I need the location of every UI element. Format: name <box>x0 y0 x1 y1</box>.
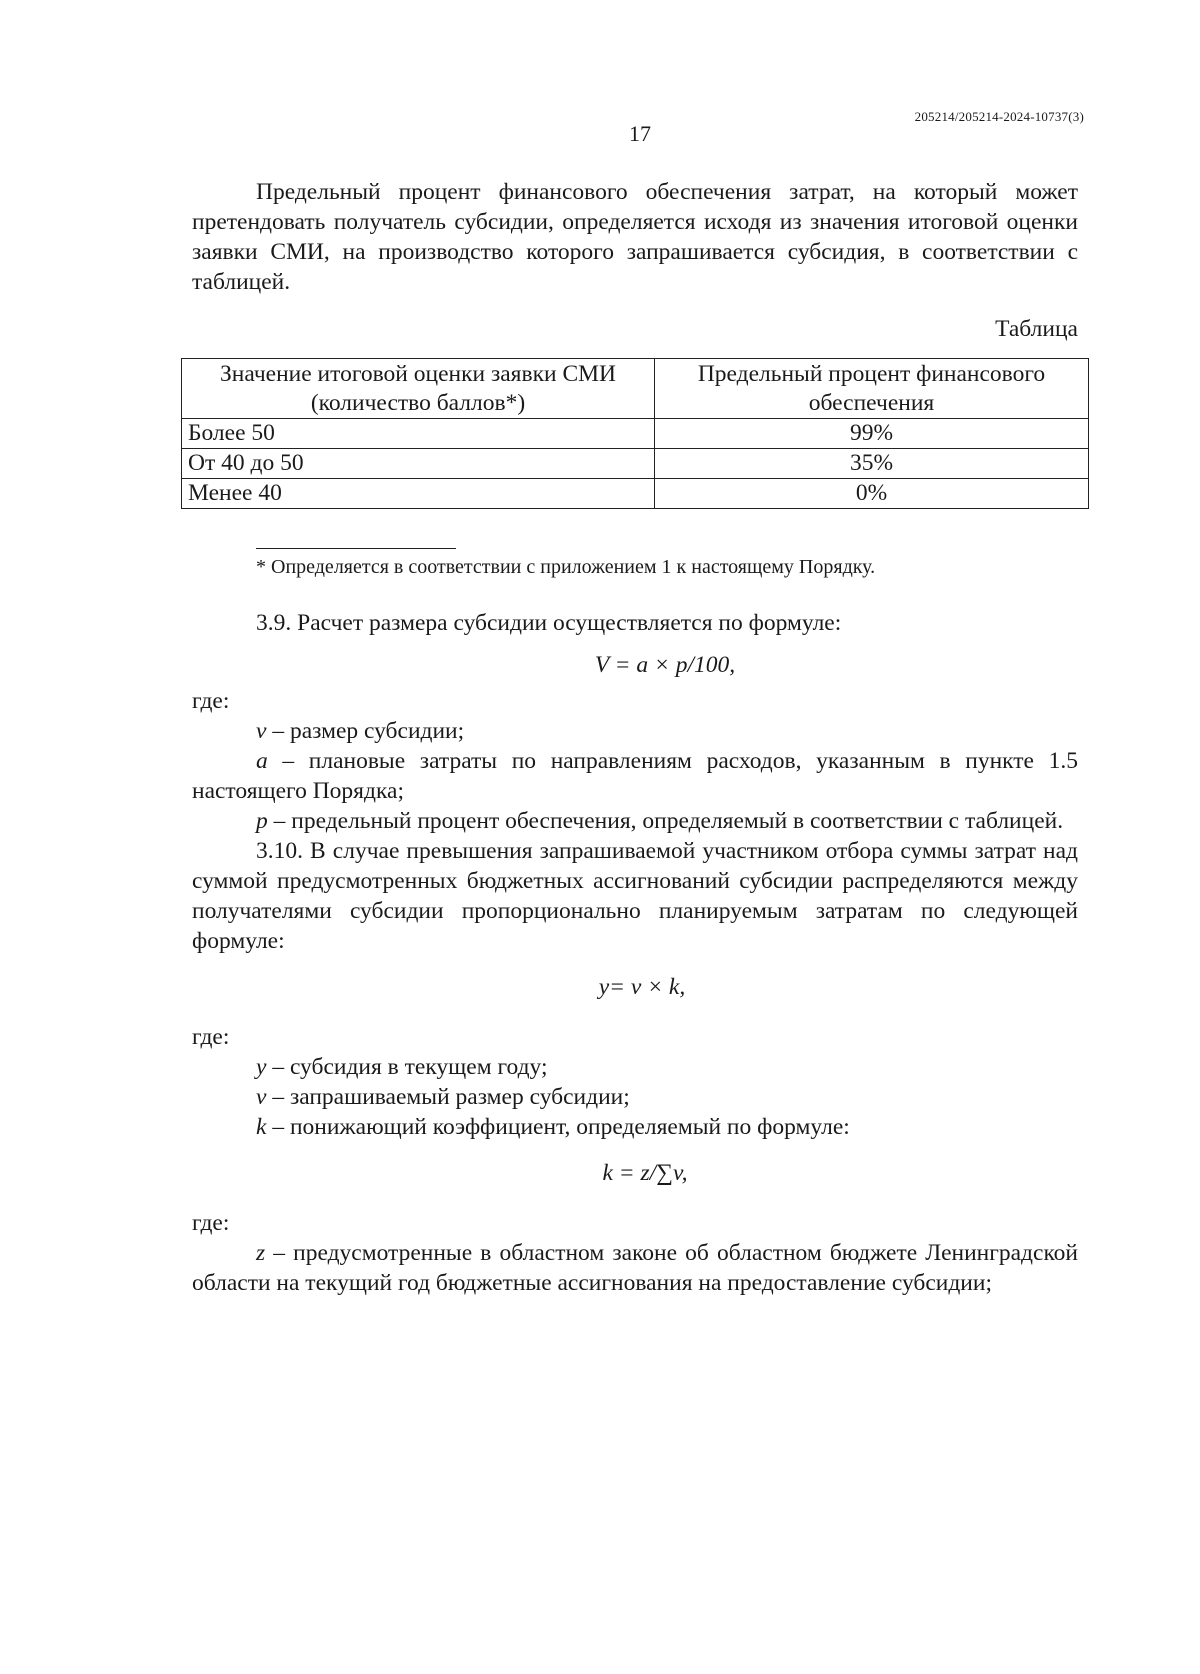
symbol: z <box>256 1240 266 1266</box>
document-body <box>188 177 1078 1298</box>
section-3-10 <box>192 836 1078 1298</box>
table-cell-percent: 0% <box>655 479 1089 509</box>
definition-text: – предусмотренные в областном законе об областном бюджете Ленинградской области на текущий год бюджетные ассигнования на предоставление субсидии; <box>192 1240 1078 1296</box>
footnote-divider <box>256 548 456 549</box>
definition-v <box>192 716 1078 746</box>
formula-subsidy: V = a × p/100, <box>594 652 736 678</box>
definition-v <box>192 1082 1078 1112</box>
definition-text: – плановые затраты по направлениям расходов, указанным в пункте 1.5 настоящего Порядка; <box>192 748 1078 804</box>
symbol: k <box>256 1114 267 1140</box>
formula-current-year: y= v × k, <box>598 974 686 1000</box>
definition-text: – размер субсидии; <box>266 718 465 744</box>
definition-y <box>192 1052 1078 1082</box>
definition-z <box>192 1238 1078 1298</box>
table-row <box>182 419 1089 449</box>
where-label: где: <box>192 688 230 714</box>
section-3-9 <box>192 608 1078 836</box>
table-header-score: Значение итоговой оценки заявки СМИ (количество баллов*) <box>182 359 655 419</box>
intro-paragraph: Предельный процент финансового обеспечения затрат, на который может претендовать получатель субсидии, определяется исходя из значения итоговой оценки заявки СМИ, на производство которого запрашивается субсидия, в соответствии с таблицей. <box>192 179 1078 295</box>
symbol: y <box>256 1054 267 1080</box>
table-header-row <box>182 359 1089 419</box>
definition-text: – предельный процент обеспечения, определяемый в соответствии с таблицей. <box>267 808 1064 834</box>
where-label: где: <box>192 1210 230 1236</box>
symbol: v <box>256 718 267 744</box>
table-caption: Таблица <box>995 316 1078 342</box>
definition-k <box>192 1112 1078 1142</box>
table-row <box>182 479 1089 509</box>
definition-text: – субсидия в текущем году; <box>266 1054 548 1080</box>
page-number: 17 <box>629 121 651 146</box>
section-3-10-text: 3.10. В случае превышения запрашиваемой участником отбора суммы затрат над суммой предусмотренных бюджетных ассигнований субсидии распределяются между получателями субсидии пропорционально планируемым затратам по следующей формуле: <box>192 838 1078 954</box>
footnote: * Определяется в соответствии с приложением 1 к настоящему Порядку. <box>256 556 876 578</box>
formula-coefficient: k = z/∑v, <box>602 1160 688 1186</box>
where-label: где: <box>192 1024 230 1050</box>
table-cell-percent: 35% <box>655 449 1089 479</box>
definition-a <box>192 746 1078 806</box>
table-cell-score: Менее 40 <box>182 479 655 509</box>
document-id: 205214/205214-2024-10737(3) <box>914 109 1084 124</box>
table-row <box>182 449 1089 479</box>
definition-p <box>192 806 1078 836</box>
table-cell-score: Более 50 <box>182 419 655 449</box>
symbol: v <box>256 1084 267 1110</box>
score-table <box>181 358 1089 509</box>
definition-text: – запрашиваемый размер субсидии; <box>266 1084 630 1110</box>
table-cell-score: От 40 до 50 <box>182 449 655 479</box>
section-3-9-text: 3.9. Расчет размера субсидии осуществляется по формуле: <box>256 610 842 636</box>
table-cell-percent: 99% <box>655 419 1089 449</box>
symbol: p <box>256 808 268 834</box>
symbol: a <box>256 748 268 774</box>
definition-text: – понижающий коэффициент, определяемый по формуле: <box>266 1114 850 1140</box>
table-header-percent: Предельный процент финансового обеспечения <box>655 359 1089 419</box>
